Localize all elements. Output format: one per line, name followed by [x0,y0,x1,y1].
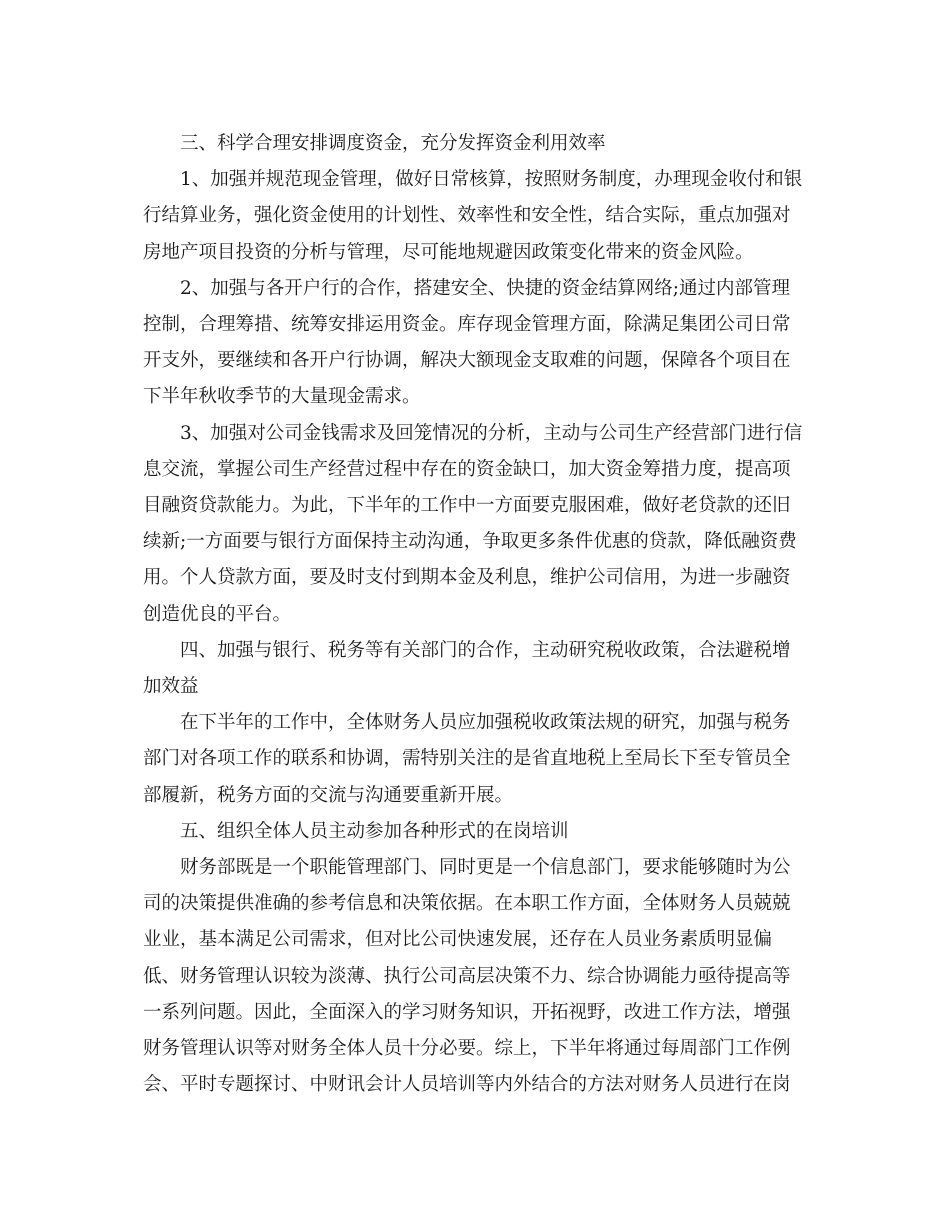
section-heading-3: 三、科学合理安排调度资金，充分发挥资金利用效率 [180,133,606,154]
document-body [143,126,803,1103]
section-heading-5: 五、组织全体人员主动参加各种形式的在岗培训 [180,820,569,842]
paragraph-training: 财务部既是一个职能管理部门、同时更是一个信息部门，要求能够随时为公 司的决策提供准确的参考信息和决策依据。在本职工作方面，全体财务人员兢兢 业业，基本满足公司需求，但对比公司快速发展，还存在人员业务素质明显偏 低、财务管理认识较为淡薄、执行公司高层决策不力、综合协调能力亟待提高等 一系列问题。因此，全面深入的学习财务知识，开拓视野，改进工作方法，增强 财务管理认识等对财务全体人员十分必要。综上，下半年将通过每周部门工作例 会、平时专题探讨、中财讯会计人员培训等内外结合的方法对财务人员进行在岗 [143,857,791,1096]
paragraph-item-2: 2、加强与各开户行的合作，搭建安全、快捷的资金结算网络;通过内部管理 控制，合理筹措、统筹安排运用资金。库存现金管理方面，除满足集团公司日常 开支外，要继续和各开户行协调，解决大额现金支取难的问题，保障各个项目在 下半年秋收季节的大量现金需求。 [143,277,791,408]
paragraph-item-1: 1、加强并规范现金管理，做好日常核算，按照财务制度，办理现金收付和银 行结算业务，强化资金使用的计划性、效率性和安全性，结合实际，重点加强对 房地产项目投资的分析与管理，尽可能地规避因政策变化带来的资金风险。 [143,169,803,263]
section-heading-4: 四、加强与银行、税务等有关部门的合作，主动研究税收政策，合法避税增 加效益 [143,639,791,698]
paragraph-tax: 在下半年的工作中，全体财务人员应加强税收政策法规的研究，加强与税务 部门对各项工作的联系和协调，需特别关注的是省直地税上至局长下至专管员全 部履新，税务方面的交流与沟通要重新开展。 [143,712,791,806]
paragraph-item-3: 3、加强对公司金钱需求及回笼情况的分析，主动与公司生产经营部门进行信 息交流，掌握公司生产经营过程中存在的资金缺口，加大资金筹措力度，提高项 目融资贷款能力。为此，下半年的工作中一方面要克服困难，做好老贷款的还旧 续新;一方面要与银行方面保持主动沟通，争取更多条件优惠的贷款，降低融资费 用。个人贷款方面，要及时支付到期本金及利息，维护公司信用，为进一步融资 创造优良的平台。 [143,422,803,625]
